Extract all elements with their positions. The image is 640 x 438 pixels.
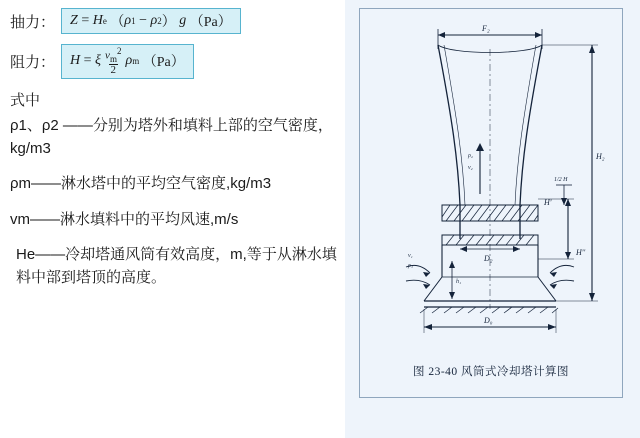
paragraph-rho12: ρ1、ρ2 ——分别为塔外和填料上部的空气密度，kg/m3	[10, 116, 333, 158]
cooling-tower-diagram	[360, 9, 620, 369]
figure-column	[345, 0, 640, 438]
formula-draft: Z = H e （ ρ 1 − ρ 2 ） g （Pa）	[61, 8, 241, 34]
label-rho1: ρ₁	[408, 263, 413, 269]
formula-resistance: H = ξ $\frac{v_m^2}{2}$ ρ m （Pa）	[61, 44, 194, 79]
paragraph-he: He——冷却塔通风筒有效高度，m,等于从淋水填料中部到塔顶的高度。	[16, 245, 337, 287]
formula-row-draft	[10, 8, 339, 34]
label-half-h: 1/2 H	[554, 177, 568, 183]
formula-row-resistance	[10, 44, 339, 79]
figure-frame	[359, 8, 623, 398]
label-d2: D₂	[484, 254, 493, 263]
label-rho2: ρ₂	[468, 153, 473, 159]
label-v1: v₁	[408, 253, 413, 259]
label-v2: v₂	[468, 165, 473, 171]
label-h-prime: H'	[544, 198, 552, 207]
label-h-double-prime: H''	[576, 248, 586, 257]
shizhong-label: 式中	[10, 91, 41, 109]
label-right-height: H₂	[596, 152, 605, 161]
paragraph-vm: vm——淋水填料中的平均风速,m/s	[10, 210, 239, 228]
label-h1: h₁	[456, 279, 462, 285]
label-d0: D₀	[484, 316, 493, 325]
formula-label-resistance: 阻力：	[10, 53, 56, 71]
formula-label-draft: 抽力：	[10, 13, 56, 31]
paragraph-rhom: ρm——淋水塔中的平均空气密度,kg/m3	[10, 175, 272, 193]
figure-caption: 图 23-40 风筒式冷却塔计算图	[412, 366, 570, 378]
label-top-width: F₂	[482, 24, 490, 33]
